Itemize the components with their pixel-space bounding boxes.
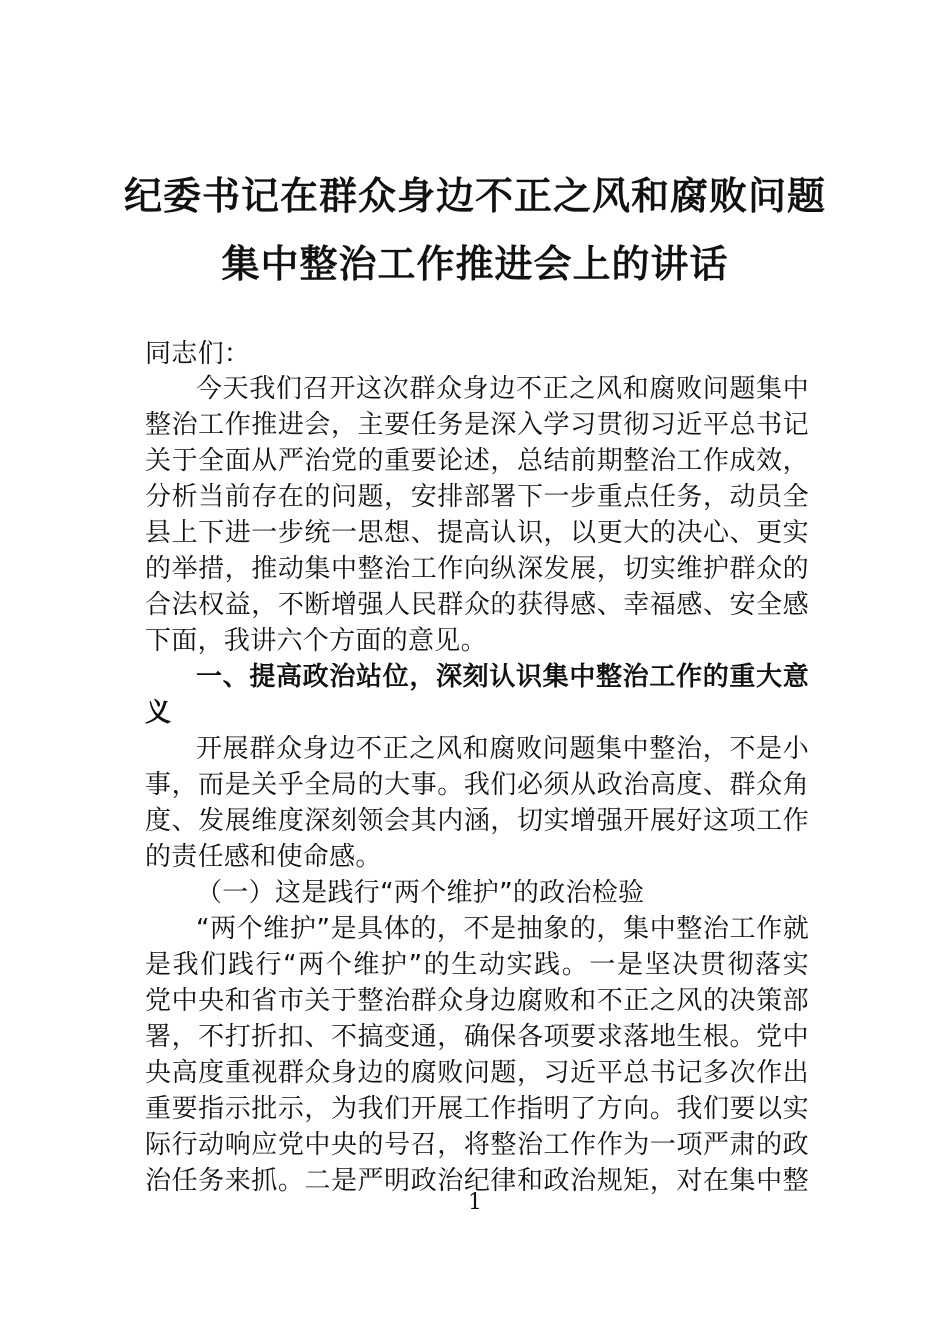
paragraph-3-line: 署，不打折扣、不搞变通，确保各项要求落地生根。党中 (145, 1022, 809, 1052)
paragraph-1-line: 关于全面从严治党的重要论述，总结前期整治工作成效， (145, 446, 809, 476)
paragraph-2-line: 度、发展维度深刻领会其内涵，切实增强开展好这项工作 (145, 806, 809, 836)
paragraph-3-line: 央高度重视群众身边的腐败问题，习近平总书记多次作出 (145, 1058, 809, 1088)
paragraph-3-line: 是我们践行“两个维护”的生动实践。一是坚决贯彻落实 (145, 950, 809, 980)
paragraph-3-line: 党中央和省市关于整治群众身边腐败和不正之风的决策部 (145, 986, 809, 1016)
paragraph-1-line: 的举措，推动集中整治工作向纵深发展，切实维护群众的 (145, 554, 809, 584)
paragraph-1-line: 整治工作推进会，主要任务是深入学习贯彻习近平总书记 (145, 410, 809, 440)
paragraph-2-line: 事，而是关乎全局的大事。我们必须从政治高度、群众角 (145, 770, 809, 800)
page-number: 1 (468, 1190, 482, 1215)
paragraph-3-line: 重要指示批示，为我们开展工作指明了方向。我们要以实 (145, 1094, 809, 1124)
section-heading-1-line: 义 (145, 698, 172, 728)
document-title-line-2: 集中整治工作推进会上的讲话 (221, 242, 729, 286)
subsection-heading-1: （一）这是践行“两个维护”的政治检验 (196, 878, 645, 908)
paragraph-1-line: 合法权益，不断增强人民群众的获得感、幸福感、安全感 (145, 590, 809, 620)
paragraph-3-line: 际行动响应党中央的号召，将整治工作作为一项严肃的政 (145, 1130, 809, 1160)
paragraph-1-line: 分析当前存在的问题，安排部署下一步重点任务，动员全 (145, 482, 809, 512)
paragraph-3-line: “两个维护”是具体的，不是抽象的，集中整治工作就 (196, 914, 809, 944)
paragraph-1-line: 下面，我讲六个方面的意见。 (145, 626, 487, 656)
paragraph-3-line: 治任务来抓。二是严明政治纪律和政治规矩，对在集中整 (145, 1166, 809, 1196)
salutation: 同志们： (145, 339, 251, 369)
paragraph-2-line: 开展群众身边不正之风和腐败问题集中整治，不是小 (196, 734, 809, 764)
paragraph-2-line: 的责任感和使命感。 (145, 842, 382, 872)
section-heading-1-line: 一、提高政治站位，深刻认识集中整治工作的重大意 (196, 662, 809, 692)
paragraph-1-line: 今天我们召开这次群众身边不正之风和腐败问题集中 (196, 374, 809, 404)
document-title-line-1: 纪委书记在群众身边不正之风和腐败问题 (123, 174, 826, 218)
paragraph-1-line: 县上下进一步统一思想、提高认识，以更大的决心、更实 (145, 518, 809, 548)
